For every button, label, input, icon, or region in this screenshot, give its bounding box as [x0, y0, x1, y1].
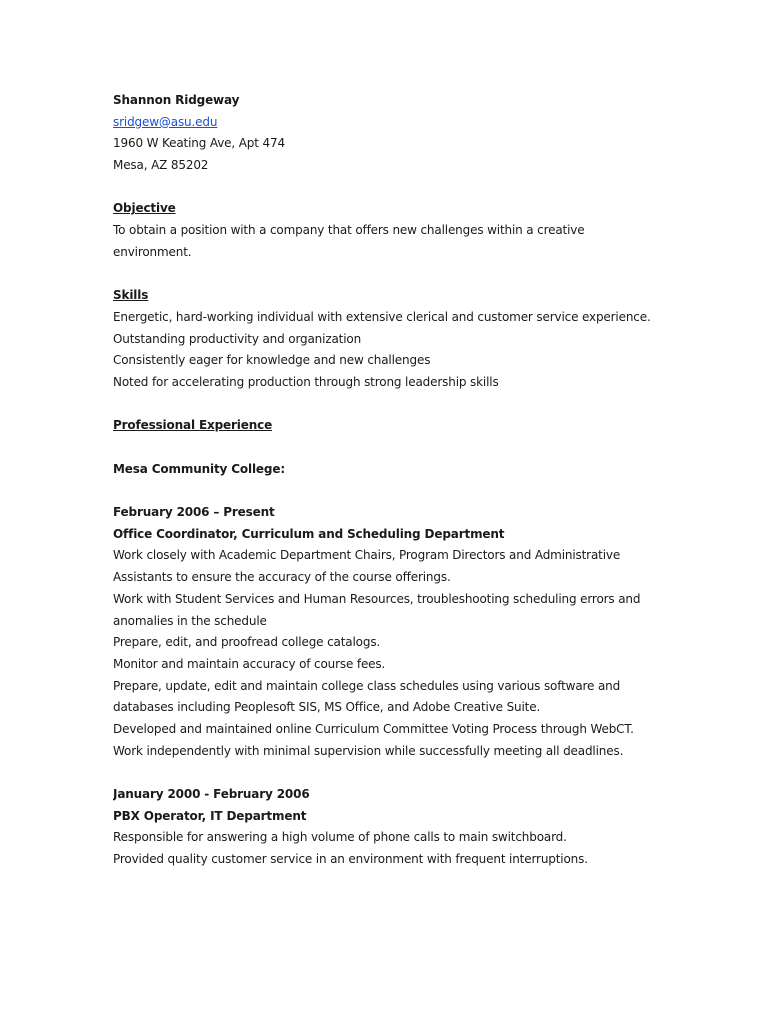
job-dates: February 2006 – Present — [113, 505, 275, 520]
skill-line: Consistently eager for knowledge and new challenges — [113, 353, 431, 368]
skills-heading: Skills — [113, 288, 149, 303]
job-duty-line: databases including Peoplesoft SIS, MS Office, and Adobe Creative Suite. — [113, 700, 541, 715]
spacer — [113, 264, 673, 286]
spacer — [113, 437, 673, 459]
objective-line: environment. — [113, 244, 192, 259]
job-title: Office Coordinator, Curriculum and Scheduling Department — [113, 526, 505, 541]
experience-heading: Professional Experience — [113, 418, 273, 433]
job-duty-line: anomalies in the schedule — [113, 613, 267, 628]
job-duty-line: Assistants to ensure the accuracy of the course offerings. — [113, 570, 451, 585]
job-duty-line: Work independently with minimal supervision while successfully meeting all deadlines. — [113, 743, 624, 758]
skill-line: Energetic, hard-working individual with extensive clerical and customer service experience. — [113, 309, 651, 324]
address-line-1: 1960 W Keating Ave, Apt 474 — [113, 136, 285, 151]
spacer — [113, 480, 673, 502]
job-duty-line: Developed and maintained online Curriculum Committee Voting Process through WebCT. — [113, 721, 634, 736]
email-line — [113, 112, 673, 134]
job-duty-line: Provided quality customer service in an environment with frequent interruptions. — [113, 852, 588, 867]
applicant-name: Shannon Ridgeway — [113, 93, 240, 107]
job-title: PBX Operator, IT Department — [113, 808, 307, 823]
spacer — [113, 177, 673, 199]
job-dates: January 2000 - February 2006 — [113, 787, 310, 801]
resume-page — [113, 90, 673, 871]
spacer — [113, 762, 673, 784]
employer-name: Mesa Community College: — [113, 461, 285, 476]
job-duty-line: Monitor and maintain accuracy of course fees. — [113, 656, 386, 671]
job-duty-line: Responsible for answering a high volume of phone calls to main switchboard. — [113, 830, 567, 845]
email-link[interactable]: sridgew@asu.edu — [113, 114, 218, 129]
objective-line: To obtain a position with a company that offers new challenges within a creative — [113, 223, 585, 238]
job-duty-line: Work with Student Services and Human Resources, troubleshooting scheduling errors and — [113, 591, 641, 606]
objective-heading: Objective — [113, 201, 176, 216]
job-duty-line: Prepare, edit, and proofread college catalogs. — [113, 635, 381, 650]
address-line-2: Mesa, AZ 85202 — [113, 158, 209, 173]
job-duty-line: Work closely with Academic Department Chairs, Program Directors and Administrative — [113, 548, 621, 563]
skill-line: Noted for accelerating production through strong leadership skills — [113, 374, 499, 389]
skill-line: Outstanding productivity and organization — [113, 331, 362, 346]
spacer — [113, 394, 673, 416]
job-duty-line: Prepare, update, edit and maintain college class schedules using various software and — [113, 678, 621, 693]
